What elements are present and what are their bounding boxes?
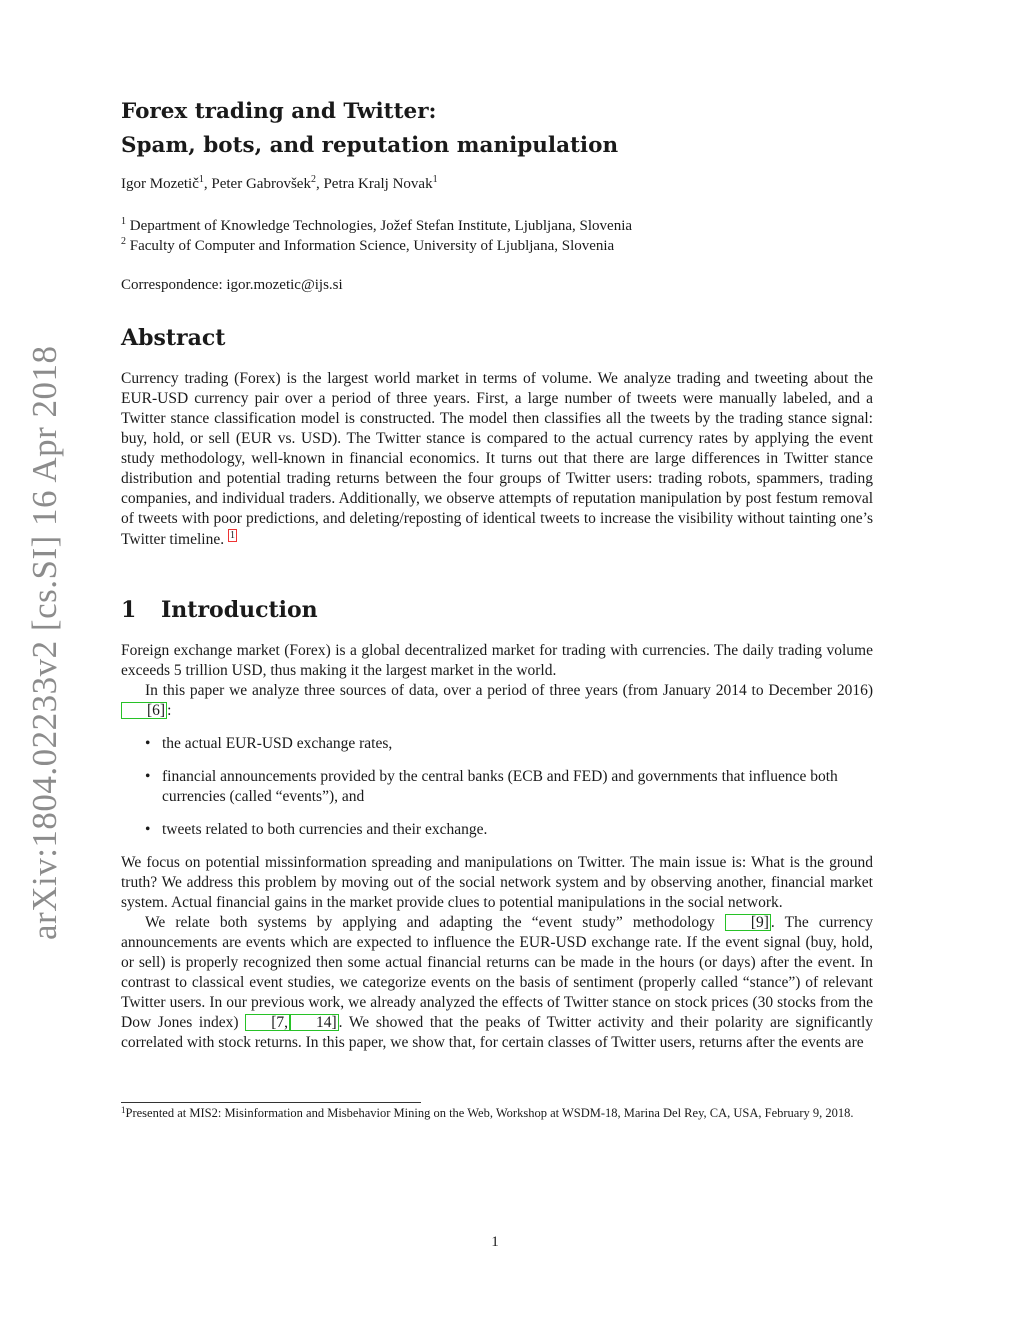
citation-link[interactable]: [7,: [245, 1014, 290, 1031]
section-heading-introduction: [121, 597, 873, 623]
affiliation-text: Faculty of Computer and Information Science, University of Ljubljana, Slovenia: [129, 238, 615, 254]
intro-paragraph-2: [121, 681, 873, 721]
paragraph-text: We relate both systems by applying and adapting the “event study” methodology: [145, 914, 715, 931]
abstract-body: Currency trading (Forex) is the largest world market in terms of volume. We analyze trading and tweeting about the EUR-USD currency pair over a period of three years. First, a large number of tweets were manually labeled, and a Twitter stance classification model is constructed. The model then classifies all the tweets by the trading stance signal: buy, hold, or sell (EUR vs. USD). The Twitter stance is compared to the actual currency rates by applying the event study methodology, well-known in financial economics. It turns out that there are large differences in Twitter stance distribution and potential trading returns between the four groups of Twitter users: trading robots, spammers, trading companies, and individual traders. Additionally, we observe attempts of reputation manipulation by post festum removal of tweets with poor predictions, and deleting/reposting of identical tweets to increase the visibility without tainting one’s Twitter timeline.: [121, 370, 873, 548]
author-affiliation-mark: 1: [432, 174, 438, 185]
author-affiliation-mark: 1: [198, 174, 204, 185]
author-affiliation-mark: 2: [310, 174, 316, 185]
footnote-divider: [121, 1102, 421, 1103]
list-item: [145, 767, 873, 807]
list-item-text: financial announcements provided by the central banks (ECB and FED) and governments that influence both currencies (called “events”), and: [162, 768, 838, 805]
citation-link[interactable]: [6]: [121, 702, 167, 719]
intro-paragraph-1: Foreign exchange market (Forex) is a global decentralized market for trading with currencies. The daily trading volume exceeds 5 trillion USD, thus making it the largest market in the world.: [121, 642, 873, 679]
list-item-text: the actual EUR-USD exchange rates,: [162, 735, 393, 752]
intro-paragraphs-continued: [121, 853, 873, 1053]
footnote-link[interactable]: 1: [229, 530, 235, 541]
title-line-2: Spam, bots, and reputation manipulation: [121, 133, 619, 158]
paragraph-text: In this paper we analyze three sources of data, over a period of three years (from January 2014 to December 2016): [145, 682, 873, 699]
affiliations: [121, 216, 873, 256]
footnote-text: Presented at MIS2: Misinformation and Misbehavior Mining on the Web, Workshop at WSDM-18, Marina Del Rey, CA, USA, February 9, 2018.: [125, 1106, 854, 1120]
section-title: Introduction: [161, 597, 318, 623]
bullet-icon: •: [145, 821, 151, 838]
affiliation-mark: 2: [121, 236, 126, 247]
intro-paragraphs: [121, 641, 873, 721]
affiliation-mark: 1: [121, 216, 126, 227]
affiliation-text: Department of Knowledge Technologies, Jožef Stefan Institute, Ljubljana, Slovenia: [129, 218, 633, 234]
footnote: [121, 1105, 873, 1122]
page-number: 1: [491, 1234, 499, 1250]
intro-paragraph-3: We focus on potential missinformation spreading and manipulations on Twitter. The main issue is: What is the ground truth? We address this problem by moving out of the social network system and by observing another, financial market system. Actual financial gains in the market provide clues to potential manipulations in the social network.: [121, 854, 873, 911]
list-item: [145, 820, 873, 840]
abstract-text: [121, 369, 873, 550]
data-sources-list: [145, 734, 873, 853]
affiliation-item: [121, 216, 873, 236]
citation-link[interactable]: [9]: [725, 914, 771, 931]
paragraph-text: . The currency announcements are events which are expected to influence the EUR-USD exchange rate. If the event signal (buy, hold, or sell) is properly recognized then some actual financial returns can be made in the hours (or days) after the event. In contrast to classical event studies, we categorize events on the basis of sentiment (properly called “stance”) of relevant Twitter users. In our previous work, we already analyzed the effects of Twitter stance on stock prices (30 stocks from the Dow Jones index): [121, 914, 874, 1031]
section-number: 1: [121, 597, 137, 623]
paragraph-text: :: [167, 702, 172, 719]
intro-paragraph-4: [121, 913, 873, 1053]
author-name: Peter Gabrovšek: [211, 176, 311, 192]
affiliation-item: [121, 236, 873, 256]
author-name: Petra Kralj Novak: [323, 176, 433, 192]
correspondence: Correspondence: igor.mozetic@ijs.si: [121, 277, 343, 293]
bullet-icon: •: [145, 735, 151, 752]
paragraph-text: . We showed that the peaks of Twitter activity and their polarity are significantly correlated with stock returns. In this paper, we show that, for certain classes of Twitter users, returns after the events are: [121, 1014, 874, 1051]
arxiv-side-stamp: arXiv:1804.02233v2 [cs.SI] 16 Apr 2018: [25, 345, 64, 940]
footnote-mark: 1: [121, 1105, 126, 1115]
paper-title: [121, 95, 873, 163]
bullet-icon: •: [145, 768, 151, 785]
list-item-text: tweets related to both currencies and their exchange.: [162, 821, 488, 838]
citation-link[interactable]: 14]: [290, 1014, 339, 1031]
abstract-heading: Abstract: [121, 325, 226, 351]
author-name: Igor Mozetič: [121, 176, 199, 192]
author-list: Igor Mozetič$^1$, Peter Gabrovšek$^2$, Petra Kralj Novak$^1$: [121, 174, 438, 192]
list-item: [145, 734, 873, 754]
title-line-1: Forex trading and Twitter:: [121, 99, 437, 124]
